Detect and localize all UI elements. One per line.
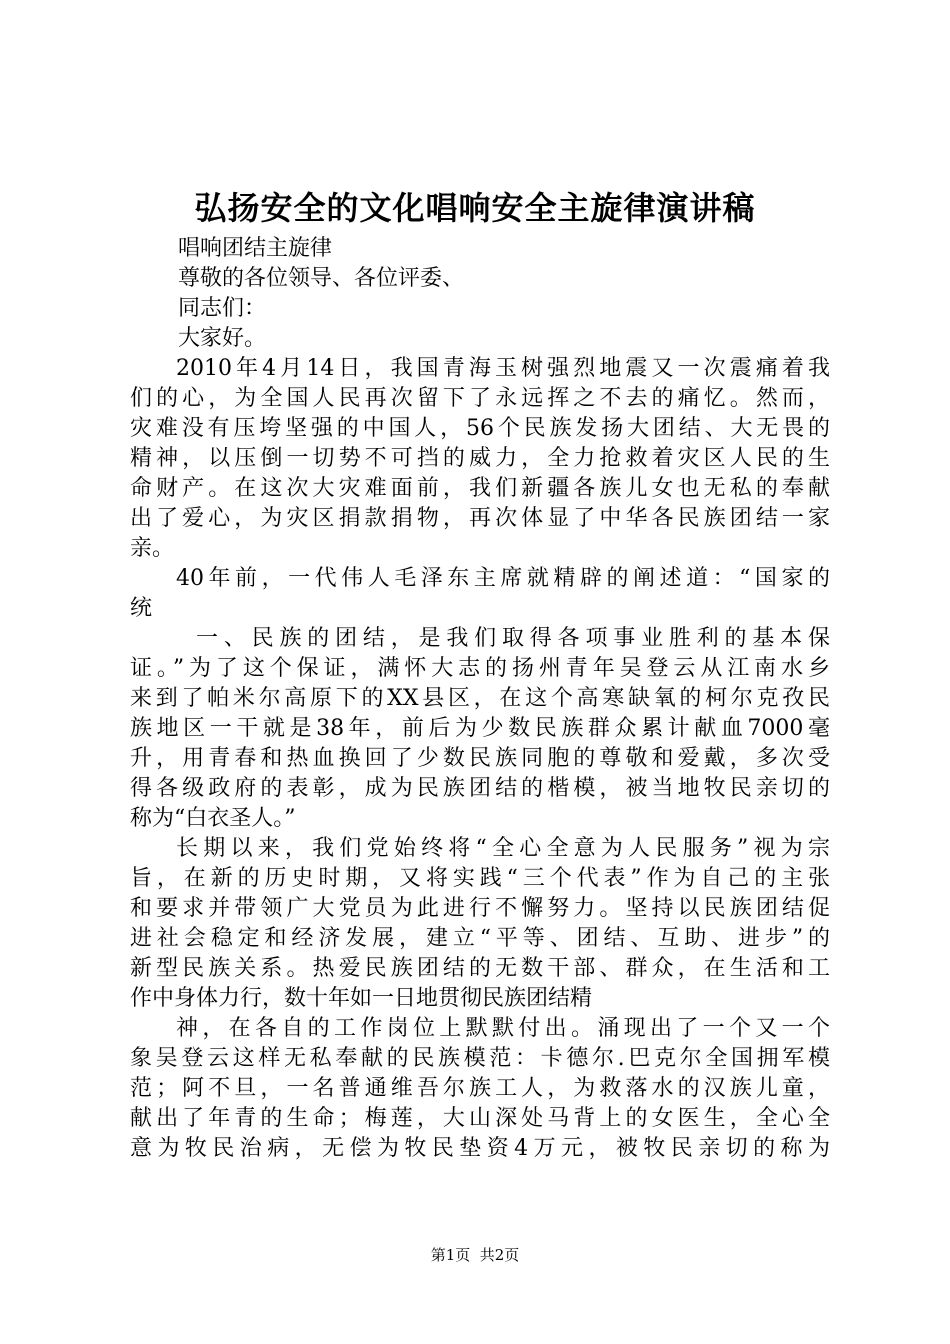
text-line: 灾难没有压垮坚强的中国人，56个民族发扬大团结、大无畏的 [130, 416, 830, 441]
text-line: 长期以来，我们党始终将“全心全意为人民服务”视为宗 [176, 836, 830, 861]
text-line: 族地区一干就是38年，前后为少数民族群众累计献血7000毫 [130, 716, 830, 741]
text-line: 象吴登云这样无私奉献的民族模范：卡德尔.巴克尔全国拥军模 [130, 1046, 830, 1071]
text-line: 同志们： [178, 296, 267, 321]
text-line: 献出了年青的生命；梅莲，大山深处马背上的女医生，全心全 [130, 1106, 830, 1131]
text-line: 升，用青春和热血换回了少数民族同胞的尊敬和爱戴，多次受 [130, 746, 830, 771]
text-line: 证。”为了这个保证，满怀大志的扬州青年吴登云从江南水乡 [130, 656, 830, 681]
text-line: 来到了帕米尔高原下的XX县区，在这个高寒缺氧的柯尔克孜民 [130, 686, 830, 711]
text-line: 唱响团结主旋律 [178, 236, 333, 261]
text-line: 新型民族关系。热爱民族团结的无数干部、群众，在生活和工 [130, 956, 830, 981]
document-body [130, 234, 830, 1164]
text-line: 2010年4月14日，我国青海玉树强烈地震又一次震痛着我 [176, 356, 830, 381]
text-line: 40年前，一代伟人毛泽东主席就精辟的阐述道：“国家的 [176, 566, 830, 591]
text-line: 出了爱心，为灾区捐款捐物，再次体显了中华各民族团结一家 [130, 506, 830, 531]
text-line: 范；阿不旦，一名普通维吾尔族工人，为救落水的汉族儿童， [130, 1076, 830, 1101]
document-title: 弘扬安全的文化唱响安全主旋律演讲稿 [194, 189, 756, 227]
text-line: 尊敬的各位领导、各位评委、 [178, 266, 465, 291]
text-line: 统 [130, 596, 153, 621]
text-line: 一、民族的团结，是我们取得各项事业胜利的基本保 [196, 626, 830, 651]
text-line: 意为牧民治病，无偿为牧民垫资4万元，被牧民亲切的称为 [130, 1136, 830, 1161]
text-line: 进社会稳定和经济发展，建立“平等、团结、互助、进步”的 [130, 926, 830, 951]
text-line: 命财产。在这次大灾难面前，我们新疆各族儿女也无私的奉献 [130, 476, 830, 501]
text-line: 大家好。 [178, 326, 267, 351]
text-line: 作中身体力行，数十年如一日地贯彻民族团结精 [130, 986, 593, 1011]
text-line: 们的心，为全国人民再次留下了永远挥之不去的痛忆。然而， [130, 386, 830, 411]
text-line: 和要求并带领广大党员为此进行不懈努力。坚持以民族团结促 [130, 896, 830, 921]
text-line: 称为“白衣圣人。” [130, 806, 296, 831]
text-line: 得各级政府的表彰，成为民族团结的楷模，被当地牧民亲切的 [130, 776, 830, 801]
page-footer: 第1页 共2页 [430, 1246, 520, 1264]
text-line: 神，在各自的工作岗位上默默付出。涌现出了一个又一个 [176, 1016, 830, 1041]
text-line: 精神，以压倒一切势不可挡的威力，全力抢救着灾区人民的生 [130, 446, 830, 471]
text-line: 旨，在新的历史时期，又将实践“三个代表”作为自己的主张 [130, 866, 830, 891]
text-line: 亲。 [130, 536, 175, 561]
